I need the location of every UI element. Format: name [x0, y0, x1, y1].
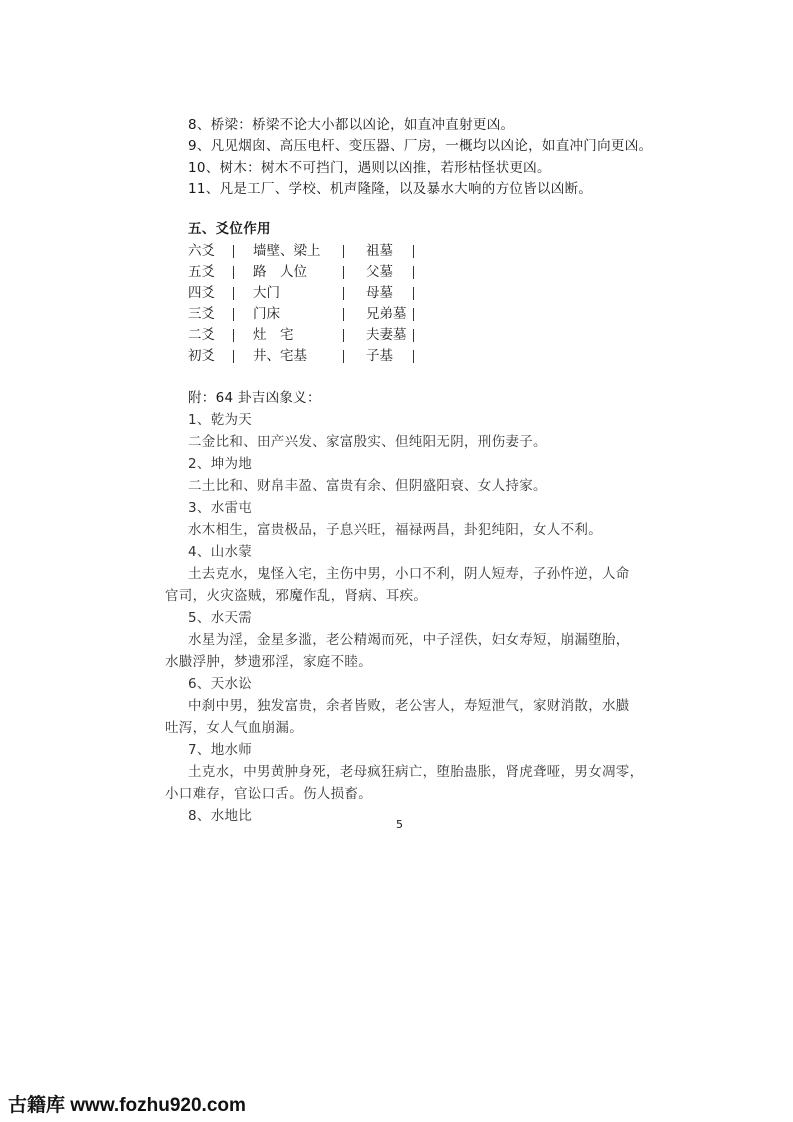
hexagram-description: 官司，火灾盗贼，邪魔作乱，肾病、耳疾。	[165, 588, 428, 604]
table-divider	[413, 287, 414, 300]
table-cell-location: 墙壁、梁上	[253, 243, 321, 259]
table-divider	[413, 350, 414, 363]
table-cell-tomb: 兄弟墓	[366, 306, 407, 322]
table-cell-location: 灶 宅	[253, 327, 294, 343]
hexagram-description: 二土比和、财帛丰盈、富贵有余、但阴盛阳衰、女人持家。	[188, 478, 547, 494]
table-cell-tomb: 母墓	[366, 285, 393, 301]
hexagram-name: 7、地水师	[188, 742, 253, 758]
table-cell-tomb: 父墓	[366, 264, 393, 280]
appendix-title: 附：64 卦吉凶象义：	[188, 390, 321, 406]
table-cell-location: 门床	[253, 306, 280, 322]
table-cell-tomb: 子基	[366, 348, 393, 364]
table-divider	[413, 245, 414, 258]
hexagram-description: 水星为淫，金星多滥，老公精竭而死，中子淫佚，妇女寿短，崩漏堕胎，	[188, 632, 630, 648]
table-divider	[233, 287, 234, 300]
table-cell-tomb: 祖墓	[366, 243, 393, 259]
table-divider	[233, 245, 234, 258]
hexagram-name: 3、水雷屯	[188, 500, 253, 516]
section-title: 五、爻位作用	[188, 221, 271, 237]
hexagram-name: 4、山水蒙	[188, 544, 253, 560]
table-divider	[343, 329, 344, 342]
table-cell-yao: 六爻	[188, 243, 215, 259]
table-cell-tomb: 夫妻墓	[366, 327, 407, 343]
table-divider	[343, 245, 344, 258]
table-divider	[233, 266, 234, 279]
table-cell-yao: 三爻	[188, 306, 215, 322]
table-divider	[343, 308, 344, 321]
list-item: 9、凡见烟囱、高压电杆、变压器、厂房，一概均以凶论，如直冲门向更凶。	[188, 138, 653, 155]
table-cell-yao: 五爻	[188, 264, 215, 280]
table-cell-yao: 四爻	[188, 285, 215, 301]
hexagram-description: 水木相生，富贵极品，子息兴旺，福禄两昌，卦犯纯阳，女人不利。	[188, 522, 602, 538]
hexagram-name: 2、坤为地	[188, 456, 253, 472]
hexagram-description: 小口难存，官讼口舌。伤人损畜。	[165, 786, 372, 802]
table-cell-location: 井、宅基	[253, 348, 307, 364]
table-cell-yao: 二爻	[188, 327, 215, 343]
hexagram-description: 吐泻，女人气血崩漏。	[165, 720, 303, 736]
footer-watermark: 古籍库 www.fozhu920.com	[8, 1095, 246, 1116]
hexagram-description: 水臌浮肿，梦遗邪淫，家庭不睦。	[165, 654, 372, 670]
table-divider	[233, 350, 234, 363]
table-divider	[413, 308, 414, 321]
list-item: 11、凡是工厂、学校、机声隆隆，以及暴水大响的方位皆以凶断。	[188, 180, 593, 197]
table-divider	[413, 329, 414, 342]
hexagram-name: 5、水天需	[188, 610, 253, 626]
hexagram-name: 6、天水讼	[188, 676, 253, 692]
table-divider	[233, 308, 234, 321]
table-divider	[343, 287, 344, 300]
list-item: 10、树木：树木不可挡门，遇则以凶推，若形枯怪状更凶。	[188, 159, 551, 176]
hexagram-name: 1、乾为天	[188, 412, 253, 428]
table-divider	[413, 266, 414, 279]
table-divider	[233, 329, 234, 342]
hexagram-description: 土去克水，鬼怪入宅，主伤中男，小口不利，阴人短寿，子孙忤逆，人命	[188, 566, 630, 582]
table-divider	[343, 350, 344, 363]
hexagram-description: 土克水，中男黄肿身死，老母疯狂病亡，堕胎蛊胀，肾虎聋哑，男女凋零，	[188, 764, 644, 780]
page-number: 5	[396, 818, 403, 831]
hexagram-description: 中刹中男，独发富贵，余者皆败，老公害人，寿短泄气，家财消散，水臌	[188, 698, 630, 714]
table-divider	[343, 266, 344, 279]
list-item: 8、桥梁：桥梁不论大小都以凶论，如直冲直射更凶。	[188, 117, 515, 133]
hexagram-description: 二金比和、田产兴发、家富殷实、但纯阳无阴，刑伤妻子。	[188, 434, 547, 450]
hexagram-name: 8、水地比	[188, 808, 253, 824]
table-cell-location: 大门	[253, 285, 280, 301]
table-cell-location: 路 人位	[253, 264, 307, 280]
table-cell-yao: 初爻	[188, 348, 215, 364]
